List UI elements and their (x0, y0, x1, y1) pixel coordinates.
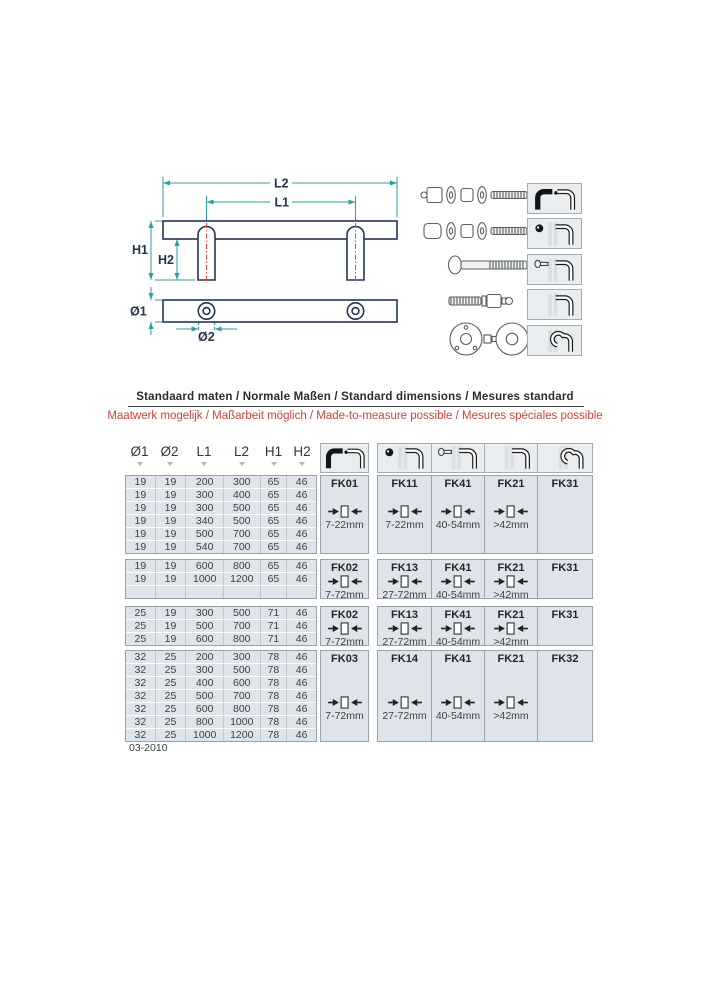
fixing-kit-cell (485, 606, 538, 646)
fixing-kit-cell (538, 559, 593, 599)
door-thickness-range: >42mm (493, 710, 529, 722)
hardware-sleeve-nut-washers-stud-icon (421, 187, 527, 204)
fixing-kit-section (320, 650, 594, 742)
door-thickness-range: 40-54mm (435, 710, 481, 722)
fixing-kit-code: FK03 (331, 653, 358, 665)
table-cell: 19 (155, 515, 186, 527)
table-cell: 65 (260, 560, 287, 572)
fixing-kit-cell (485, 559, 538, 599)
table-cell: 78 (260, 729, 287, 741)
table-cell: 78 (260, 716, 287, 728)
table-row (126, 476, 316, 488)
table-cell: 700 (223, 690, 260, 702)
table-cell: 32 (126, 703, 155, 715)
table-cell: 19 (126, 502, 155, 514)
table-cell: 19 (126, 560, 155, 572)
fixing-kit-cell (377, 475, 432, 554)
table-row (126, 716, 316, 728)
column-header: L1 (185, 443, 223, 473)
table-cell: 700 (223, 528, 260, 540)
door-thickness-arrows-icon (491, 622, 531, 635)
table-cell: 25 (155, 716, 186, 728)
triangle-down-icon (271, 462, 277, 466)
door-thickness-arrows-icon (385, 622, 425, 635)
dim-label-l2: L2 (274, 176, 289, 191)
table-cell: 46 (286, 651, 316, 663)
table-cell: 19 (155, 476, 186, 488)
table-cell: 500 (223, 607, 260, 619)
dimension-group (125, 606, 317, 646)
fixing-kit-cell (432, 559, 485, 599)
door-thickness-arrows-icon (438, 505, 478, 518)
table-cell: 46 (286, 528, 316, 540)
made-to-measure-header: Maatwerk mogelijk / Maßarbeit möglich / Made-to-measure possible / Mesures spéciales possible (107, 410, 603, 422)
fixing-kit-cell (538, 606, 593, 646)
table-cell: 25 (126, 620, 155, 632)
table-cell: 300 (223, 476, 260, 488)
table-cell: 32 (126, 664, 155, 676)
fixing-kit-code: FK02 (331, 609, 358, 621)
table-cell: 500 (223, 502, 260, 514)
table-cell: 32 (126, 677, 155, 689)
table-cell (126, 586, 155, 598)
table-cell: 46 (286, 607, 316, 619)
table-cell: 700 (223, 541, 260, 553)
table-cell: 25 (126, 633, 155, 645)
table-cell: 46 (286, 515, 316, 527)
table-cell: 71 (260, 607, 287, 619)
table-row (126, 515, 316, 527)
table-cell: 19 (155, 528, 186, 540)
table-cell: 25 (155, 703, 186, 715)
table-cell: 19 (126, 489, 155, 501)
table-cell: 19 (155, 502, 186, 514)
dimension-group (125, 559, 317, 599)
fixing-kit-cell (377, 650, 432, 742)
door-thickness-range: 7-22mm (385, 519, 424, 531)
header-divider (128, 406, 584, 407)
fk21-blind-mounting-icon (527, 289, 582, 320)
door-thickness-arrows-icon (438, 575, 478, 588)
table-cell: 46 (286, 560, 316, 572)
fk31-glass-mounting-icon (538, 443, 593, 473)
table-cell: 32 (126, 716, 155, 728)
table-cell: 500 (223, 664, 260, 676)
door-thickness-arrows-icon (385, 575, 425, 588)
door-thickness-arrows-icon (325, 696, 365, 709)
table-cell: 300 (185, 502, 223, 514)
fixing-kit-code: FK21 (497, 478, 525, 490)
door-thickness-range: 27-72mm (382, 589, 427, 601)
door-thickness-arrows-icon (385, 505, 425, 518)
table-cell: 46 (286, 690, 316, 702)
table-cell: 500 (185, 528, 223, 540)
fixing-kit-code: FK31 (551, 609, 579, 621)
fixing-kit-sections (320, 475, 594, 742)
fk11-through-screw-mounting-icon (377, 443, 432, 473)
hardware-carriage-bolt-icon (449, 256, 528, 274)
fixing-kit-code: FK21 (497, 653, 525, 665)
dim-label-h1: H1 (132, 243, 148, 257)
table-cell: 46 (286, 729, 316, 741)
table-cell (223, 586, 260, 598)
door-thickness-range: 27-72mm (382, 710, 427, 722)
column-header: L2 (223, 443, 260, 473)
triangle-down-icon (137, 462, 143, 466)
door-thickness-range: >42mm (493, 636, 529, 648)
fixing-kit-code: FK14 (391, 653, 418, 665)
table-row (126, 502, 316, 514)
table-row (126, 528, 316, 540)
table-cell: 46 (286, 703, 316, 715)
door-thickness-range: 7-72mm (325, 636, 364, 648)
table-cell: 32 (126, 651, 155, 663)
fixing-kit-cell (538, 650, 593, 742)
hardware-rosette-and-cover-plate-icon (450, 323, 528, 355)
table-cell: 600 (185, 560, 223, 572)
triangle-down-icon (299, 462, 305, 466)
table-row (126, 573, 316, 585)
table-cell: 300 (185, 664, 223, 676)
table-cell: 300 (223, 651, 260, 663)
door-thickness-arrows-icon (325, 575, 365, 588)
fk01-pair-mounting-icon (320, 443, 369, 473)
table-cell: 46 (286, 716, 316, 728)
table-cell: 19 (155, 633, 186, 645)
table-cell: 19 (155, 541, 186, 553)
fixing-kit-cell (320, 606, 369, 646)
handle-side-view (163, 221, 397, 280)
fixing-kit-code: FK41 (444, 609, 472, 621)
table-cell: 46 (286, 620, 316, 632)
table-cell: 46 (286, 502, 316, 514)
fixing-kit-cell (485, 650, 538, 742)
fk31-glass-mounting-icon (527, 325, 582, 356)
dim-label-d1: Ø1 (130, 304, 147, 319)
table-cell: 800 (223, 703, 260, 715)
fixing-kit-cell (377, 606, 432, 646)
table-header-row (125, 443, 594, 473)
fk21-blind-mounting-icon (485, 443, 538, 473)
table-cell: 600 (185, 633, 223, 645)
triangle-down-icon (239, 462, 245, 466)
table-cell: 65 (260, 489, 287, 501)
fixing-kit-cell (538, 475, 593, 554)
door-thickness-arrows-icon (491, 696, 531, 709)
fixing-kit-code: FK41 (444, 478, 472, 490)
table-cell: 800 (223, 633, 260, 645)
table-cell: 46 (286, 664, 316, 676)
table-cell: 600 (223, 677, 260, 689)
table-cell: 71 (260, 633, 287, 645)
table-cell: 1000 (185, 729, 223, 741)
table-cell: 25 (155, 664, 186, 676)
fk11-through-screw-mounting-icon (527, 218, 582, 249)
table-row (126, 489, 316, 501)
door-thickness-range: 27-72mm (382, 636, 427, 648)
hardware-spacer-nut-washers-stud-icon (424, 223, 527, 240)
table-cell: 78 (260, 651, 287, 663)
table-cell: 78 (260, 690, 287, 702)
dim-label-d2: Ø2 (198, 330, 215, 344)
table-cell: 200 (185, 651, 223, 663)
triangle-down-icon (167, 462, 173, 466)
table-cell: 65 (260, 528, 287, 540)
fixing-kit-cell (377, 559, 432, 599)
fixing-kit-code: FK13 (391, 609, 418, 621)
table-row (126, 633, 316, 645)
fixing-kit-code: FK21 (497, 562, 525, 574)
table-cell: 65 (260, 515, 287, 527)
fixing-kit-code: FK01 (331, 478, 358, 490)
door-thickness-arrows-icon (385, 696, 425, 709)
fixing-kit-code: FK02 (331, 562, 358, 574)
triangle-down-icon (201, 462, 207, 466)
door-thickness-range: 40-54mm (435, 636, 481, 648)
table-cell: 25 (155, 690, 186, 702)
table-row (126, 620, 316, 632)
column-header: H1 (260, 443, 287, 473)
fixing-kit-cell (432, 606, 485, 646)
table-cell: 25 (155, 677, 186, 689)
table-cell: 46 (286, 541, 316, 553)
table-cell: 700 (223, 620, 260, 632)
table-cell: 25 (126, 607, 155, 619)
door-thickness-range: 40-54mm (435, 519, 481, 531)
table-cell: 32 (126, 690, 155, 702)
column-header: Ø2 (154, 443, 185, 473)
table-cell: 71 (260, 620, 287, 632)
table-cell: 600 (185, 703, 223, 715)
table-cell: 25 (155, 651, 186, 663)
hardware-threaded-stud-with-nut-icon (449, 295, 513, 308)
table-cell: 200 (185, 476, 223, 488)
dimensions-table (125, 443, 594, 741)
column-headers (125, 443, 317, 473)
table-row (126, 541, 316, 553)
table-cell: 300 (185, 607, 223, 619)
table-cell: 46 (286, 489, 316, 501)
column-header: Ø1 (125, 443, 154, 473)
table-cell: 800 (223, 560, 260, 572)
table-cell: 19 (126, 515, 155, 527)
table-row (126, 560, 316, 572)
table-cell: 800 (185, 716, 223, 728)
table-cell: 400 (223, 489, 260, 501)
table-cell: 400 (185, 677, 223, 689)
fixing-kit-code: FK13 (391, 562, 418, 574)
table-cell: 1200 (223, 573, 260, 585)
column-header: H2 (287, 443, 317, 473)
table-cell: 78 (260, 703, 287, 715)
fk41-bolt-through-mounting-icon (527, 254, 582, 285)
door-thickness-arrows-icon (438, 696, 478, 709)
fixing-kit-code: FK31 (551, 478, 579, 490)
table-cell: 1000 (185, 573, 223, 585)
table-cell: 19 (155, 573, 186, 585)
fk01-pair-mounting-icon (527, 183, 582, 214)
fixing-kit-cell (432, 475, 485, 554)
table-cell: 46 (286, 677, 316, 689)
table-cell: 1000 (223, 716, 260, 728)
table-cell: 19 (155, 489, 186, 501)
table-cell: 19 (126, 573, 155, 585)
dimension-group (125, 650, 317, 742)
table-cell: 65 (260, 573, 287, 585)
door-thickness-arrows-icon (491, 575, 531, 588)
door-thickness-range: >42mm (493, 589, 529, 601)
fixing-kit-code: FK21 (497, 609, 525, 621)
table-cell (155, 586, 186, 598)
table-cell: 46 (286, 573, 316, 585)
table-cell: 19 (155, 560, 186, 572)
door-thickness-range: 40-54mm (435, 589, 481, 601)
fixing-kit-section (320, 475, 594, 554)
fixing-kit-code: FK11 (391, 478, 418, 490)
table-cell: 19 (155, 620, 186, 632)
table-row (126, 664, 316, 676)
table-cell: 500 (223, 515, 260, 527)
table-cell: 78 (260, 677, 287, 689)
fixing-kit-cell (320, 650, 369, 742)
fixing-kit-code: FK41 (444, 562, 472, 574)
fixing-kit-section (320, 559, 594, 599)
door-thickness-range: >42mm (493, 519, 529, 531)
door-thickness-range: 7-22mm (325, 519, 364, 531)
fixing-kit-cell (320, 475, 369, 554)
door-thickness-arrows-icon (325, 505, 365, 518)
table-cell: 25 (155, 729, 186, 741)
table-row (126, 677, 316, 689)
table-cell: 300 (185, 489, 223, 501)
fixing-kit-code: FK41 (444, 653, 472, 665)
table-row (126, 690, 316, 702)
door-thickness-arrows-icon (491, 505, 531, 518)
table-cell: 1200 (223, 729, 260, 741)
table-cell (260, 586, 287, 598)
table-row (126, 729, 316, 741)
table-cell: 65 (260, 476, 287, 488)
table-cell: 500 (185, 620, 223, 632)
table-cell: 340 (185, 515, 223, 527)
fixing-kit-cell (485, 475, 538, 554)
dimension-group (125, 475, 317, 554)
fixing-kit-cell (320, 559, 369, 599)
table-cell: 46 (286, 633, 316, 645)
fixing-kit-section (320, 606, 594, 646)
table-cell: 19 (126, 528, 155, 540)
table-row (126, 586, 316, 598)
fixing-kit-code: FK32 (551, 653, 579, 665)
table-cell: 19 (126, 476, 155, 488)
standard-dimensions-header: Standaard maten / Normale Maßen / Standard dimensions / Mesures standard (136, 391, 574, 403)
table-row (126, 651, 316, 663)
dim-label-h2: H2 (158, 253, 174, 267)
table-cell (185, 586, 223, 598)
handle-front-view (163, 300, 397, 322)
table-row (126, 703, 316, 715)
table-cell: 500 (185, 690, 223, 702)
fixing-kit-cell (432, 650, 485, 742)
door-thickness-range: 7-72mm (325, 710, 364, 722)
door-thickness-range: 7-72mm (325, 589, 364, 601)
table-cell: 78 (260, 664, 287, 676)
dim-label-l1: L1 (274, 195, 290, 210)
door-thickness-arrows-icon (438, 622, 478, 635)
table-cell: 65 (260, 541, 287, 553)
fk41-bolt-through-mounting-icon (432, 443, 485, 473)
table-row (126, 607, 316, 619)
table-cell: 46 (286, 476, 316, 488)
door-thickness-arrows-icon (325, 622, 365, 635)
fixing-kit-code: FK31 (551, 562, 579, 574)
table-cell: 19 (126, 541, 155, 553)
table-cell: 540 (185, 541, 223, 553)
table-cell (286, 586, 316, 598)
table-cell: 65 (260, 502, 287, 514)
date-code: 03-2010 (129, 742, 168, 754)
table-cell: 19 (155, 607, 186, 619)
dimension-groups (125, 475, 317, 742)
table-cell: 32 (126, 729, 155, 741)
